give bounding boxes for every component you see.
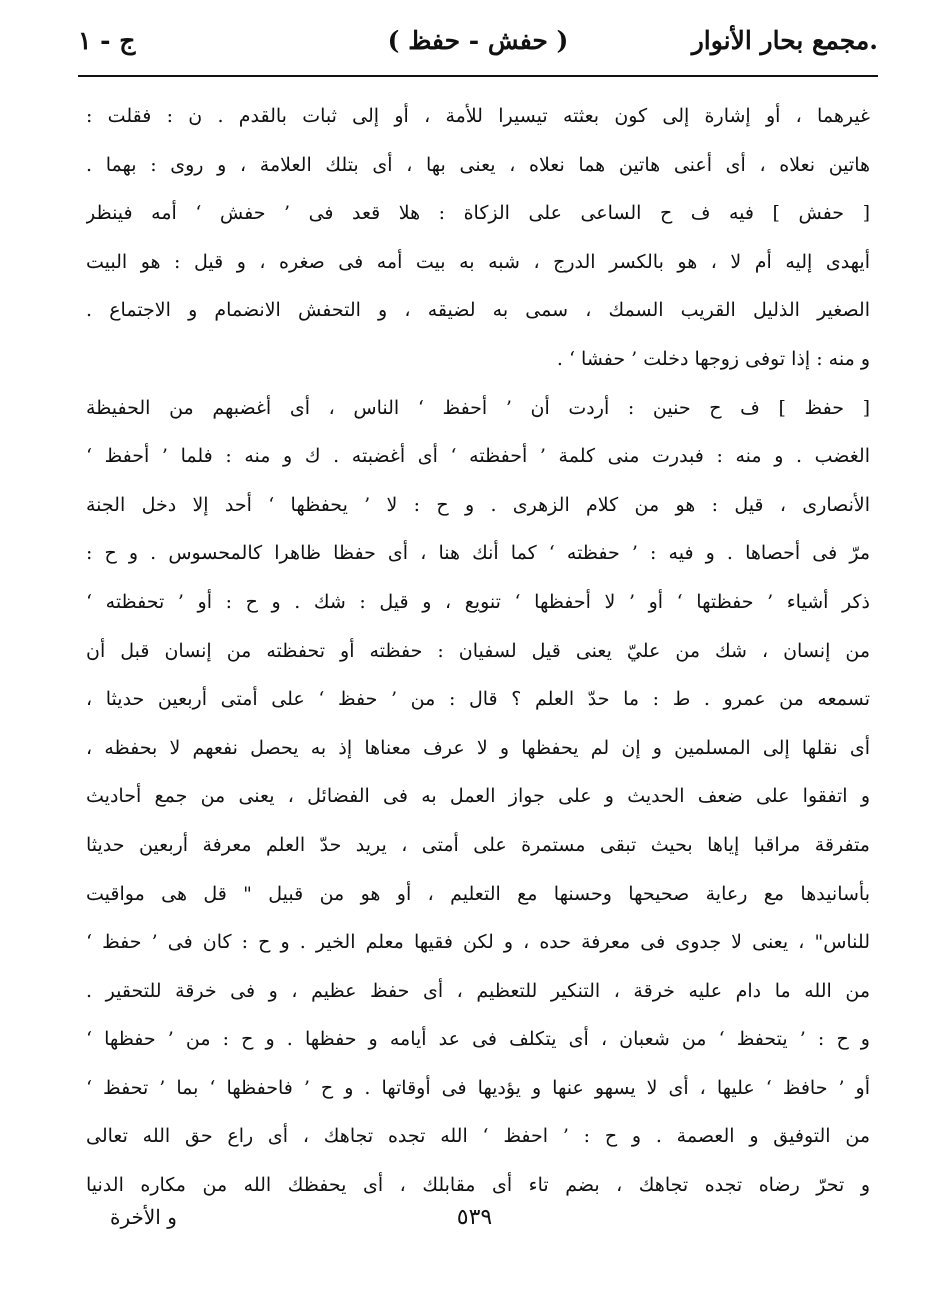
text-line: [ حفش ] فيه ف ح الساعى على الزكاة : هلا قعد فى ’ حفش ‘ أمه فينظر <box>86 202 870 225</box>
text-line: مرّ فى أحصاها . و فيه : ’ حفظته ‘ كما أنك هنا ، أى حفظا ظاهرا كالمحسوس . و ح : <box>86 542 870 565</box>
text-line: من الله ما دام عليه خرقة ، التنكير للتعظيم ، أى حفظ عظيم ، و فى خرقة للتحقير . <box>86 979 870 1002</box>
header-rule <box>78 75 878 77</box>
catchword: و الأخرة <box>110 1205 177 1229</box>
text-line: أيهدى إليه أم لا ، هو بالكسر الدرج ، شبه به بيت أمه فى صغره ، و قيل : هو البيت <box>86 250 870 273</box>
text-line: من التوفيق و العصمة . و ح : ’ احفظ ‘ الله تجده تجاهك ، أى راع حق الله تعالى <box>86 1125 870 1148</box>
text-line: و اتفقوا على ضعف الحديث و على جواز العمل به فى الفضائل ، يعنى من جمع أحاديث <box>86 785 870 808</box>
text-line: بأسانيدها مع رعاية صحيحها وحسنها مع التعليم ، أو هو من قبيل " قل هى مواقيت <box>86 882 870 905</box>
text-line: الأنصارى ، قيل : هو من كلام الزهرى . و ح : لا ’ يحفظها ‘ أحد إلا دخل الجنة <box>86 493 870 516</box>
text-line: الغضب . و منه : فبدرت منى كلمة ’ أحفظته ‘ أى أغضبته . ك و منه : فلما ’ أحفظ ‘ <box>86 445 870 468</box>
body-text <box>86 92 870 1210</box>
section-title: ( حفش - حفظ ) <box>387 26 569 55</box>
text-line: ذكر أشياء ’ حفظتها ‘ أو ’ لا أحفظها ‘ تنويع ، و قيل : شك . و ح : أو ’ تحفظته ‘ <box>86 590 870 613</box>
text-line: و ح : ’ يتحفظ ‘ من شعبان ، أى يتكلف فى عد أيامه و حفظها . و ح : من ’ حفظها ‘ <box>86 1028 870 1051</box>
text-line: أو ’ حافظ ‘ عليها ، أى لا يسهو عنها و يؤديها فى أوقاتها . و ح ’ فاحفظها ‘ بما ’ تحفظ ‘ <box>86 1076 870 1099</box>
running-header <box>78 22 878 68</box>
page-number: ٥٣٩ <box>456 1205 493 1230</box>
volume-label: ج - ١ <box>78 26 136 55</box>
text-line: الصغير الذليل القريب السمك ، سمى به لضيقه ، و التحفش الانضمام و الاجتماع . <box>86 299 870 322</box>
text-line: غيرهما ، أو إشارة إلى كون بعثته تيسيرا للأمة ، أو إلى ثبات بالقدم . ن : فقلت : <box>86 105 870 127</box>
text-line: أى نقلها إلى المسلمين و إن لم يحفظها و لا عرف معناها إذ به يحصل نفعهم لا بحفظه ، <box>86 736 870 759</box>
text-line: تسمعه من عمرو . ط : ما حدّ العلم ؟ قال : من ’ حفظ ‘ على أمتى أربعين حديثا ، <box>86 688 870 711</box>
text-line: [ حفظ ] ف ح حنين : أردت أن ’ أحفظ ‘ الناس ، أى أغضبهم من الحفيظة <box>86 396 870 419</box>
text-line: و منه : إذا توفى زوجها دخلت ’ حفشا ‘ . <box>556 347 870 370</box>
text-line: من إنسان ، شك من عليّ يعنى قيل لسفيان : حفظته أو تحفظته من إنسان قبل أن <box>86 639 870 662</box>
text-line: هاتين نعلاه ، أى أعنى هاتين هما نعلاه ، يعنى بها ، أى بتلك العلامة ، و روى : بهما . <box>86 153 870 176</box>
text-line: للناس" ، يعنى لا جدوى فى معرفة حده ، و لكن فقيها معلم الخير . و ح : كان فى ’ حفظ ‘ <box>86 931 870 954</box>
book-title: .مجمع بحار الأنوار <box>691 26 878 55</box>
text-line: و تحرّ رضاه تجده تجاهك ، بضم تاء أى مقابلك ، أى يحفظك الله من مكاره الدنيا <box>86 1174 870 1197</box>
text-line: متفرقة مراقبا إياها بحيث تبقى مستمرة على أمتى ، يريد حدّ العلم معرفة أربعين حديثا <box>86 833 870 856</box>
